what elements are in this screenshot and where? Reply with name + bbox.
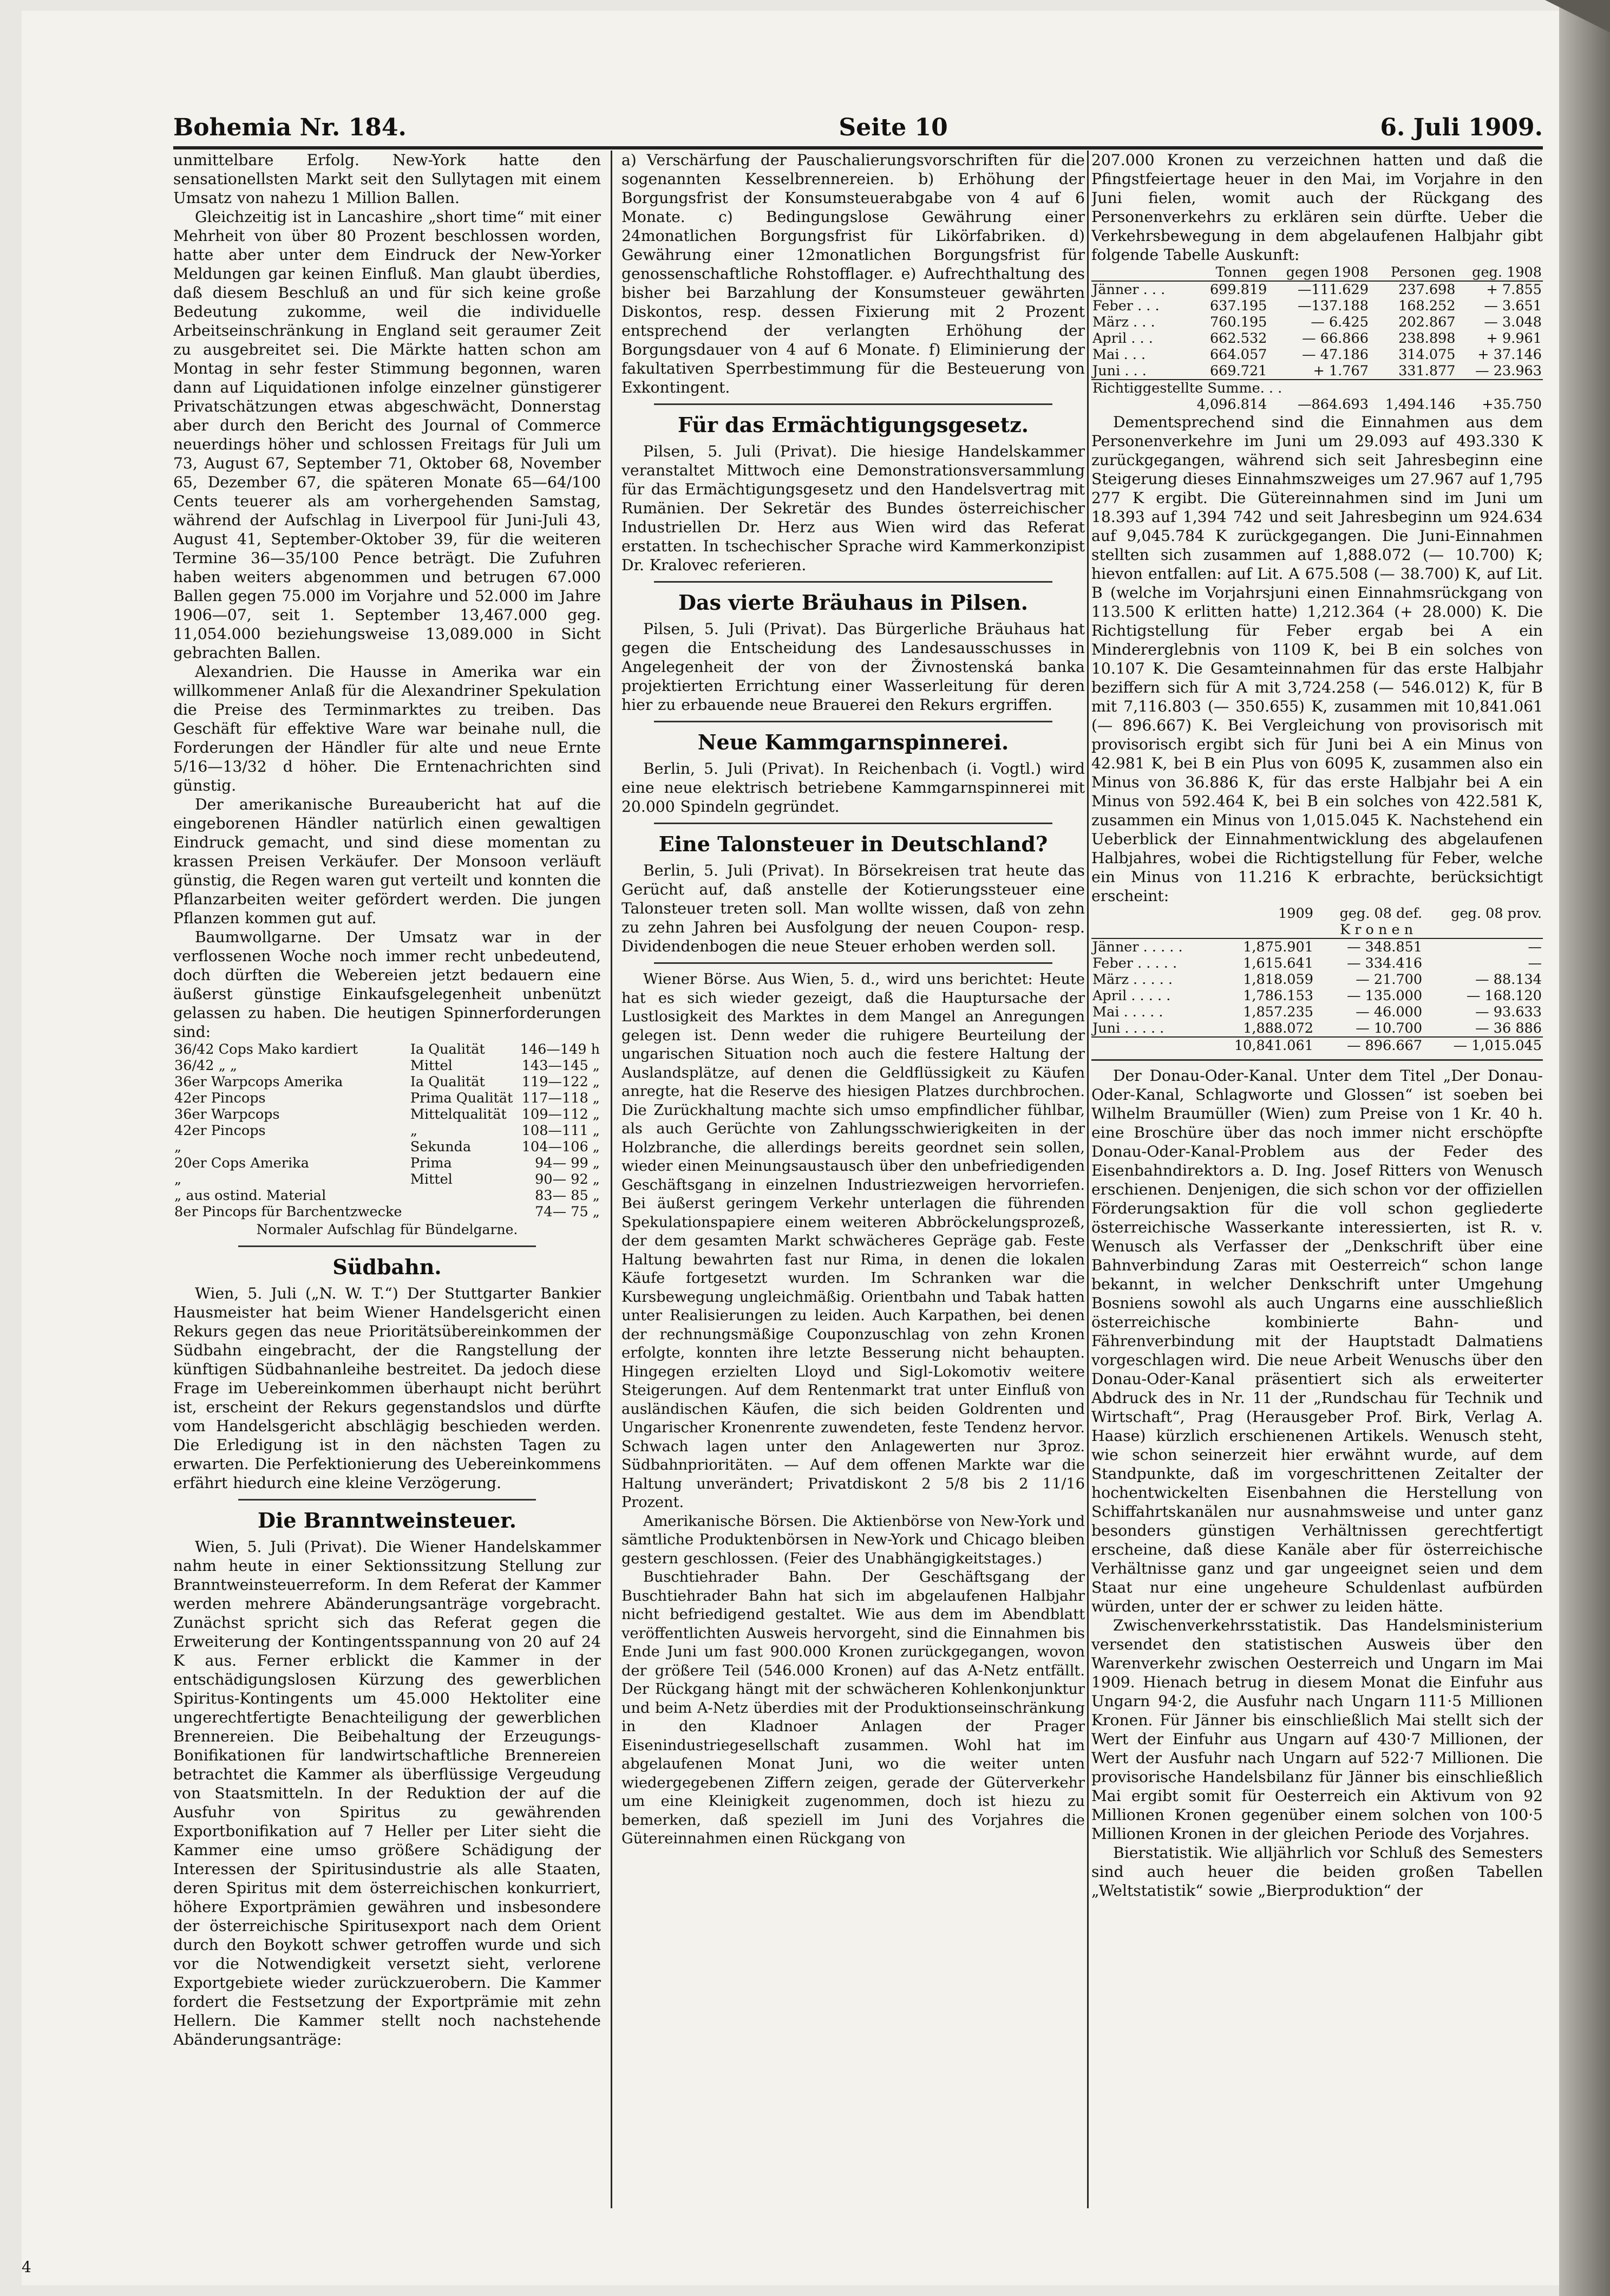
table-cell: Feber . . . . .: [1092, 955, 1177, 971]
table-cell: [1091, 1037, 1210, 1054]
table-cell: + 37.146: [1477, 347, 1542, 363]
table-cell: Jänner . . . . .: [1092, 939, 1183, 955]
table-row: [1091, 955, 1543, 971]
yarn-quality: [409, 1188, 517, 1204]
section-divider: [238, 1245, 536, 1247]
table-cell: — 3.048: [1484, 314, 1542, 330]
table-cell: Juni . . . . .: [1092, 1020, 1164, 1036]
table-cell: 314.075: [1398, 347, 1456, 363]
yarn-type: 42er Pincops: [174, 1090, 266, 1106]
article-paragraph: 207.000 Kronen zu verzeichnen hatten und daß die Pfingstfeiertage heuer in den Mai, im Vorjahre in den Juni fielen, womit auch der Rückgang des Personenverkehrs zu erklären sein dürfte. Ueber die Verkehrsbewegung in dem abgelaufenen Halbjahr gibt folgende Tabelle Auskunft:: [1091, 151, 1543, 264]
table-cell: — 23.963: [1475, 363, 1542, 379]
column-rule-2: [1087, 151, 1089, 2208]
yarn-type: 36/42 „ „: [174, 1058, 238, 1074]
table-sum-cell: — 896.667: [1314, 1037, 1423, 1054]
table-header: geg. 08 def.: [1339, 905, 1423, 922]
table-row: [173, 1090, 601, 1106]
table-cell: 238.898: [1398, 330, 1456, 347]
article-paragraph: unmittelbare Erfolg. New-York hatte den sensationellsten Markt seit den Sullytagen mit einem Umsatz von nahezu 1 Million Ballen.: [173, 151, 601, 207]
table-cell: — 47.186: [1302, 347, 1369, 363]
yarn-type: „ aus ostind. Material: [174, 1188, 326, 1204]
table-cell: + 7.855: [1486, 282, 1542, 298]
table-cell: — 66.866: [1302, 330, 1369, 347]
table-cell: 1,875.901: [1243, 939, 1313, 955]
table-row: [1091, 330, 1543, 347]
yarn-quality: Prima: [410, 1155, 452, 1171]
article-paragraph: Alexandrien. Die Hausse in Amerika war ein willkommener Anlaß für die Alexandriner Spekulation die Preise des Terminmarktes zu treiben. Das Geschäft für effektive Ware war beinahe null, die Forderungen der Händler für alte und neue Ernte 5/16—13/32 d höher. Die Erntenachrichten sind günstig.: [173, 663, 601, 794]
table-header: [1091, 905, 1210, 922]
yarn-type: 20er Cops Amerika: [174, 1155, 309, 1171]
yarn-quality: „: [410, 1123, 418, 1139]
table-row: [1091, 988, 1543, 1004]
yarn-quality: [409, 1204, 517, 1220]
yarn-price: 117—118 „: [521, 1090, 600, 1106]
article-paragraph: Berlin, 5. Juli (Privat). In Börsekreisen trat heute das Gerücht auf, daß anstelle der Kotierungssteuer eine Talonsteuer treten soll. Man wollte wissen, daß von zehn zu zehn Jahren bei Ausfolgung der neuen Coupon- resp. Dividendenbogen die neue Steuer erhoben werden soll.: [621, 862, 1085, 955]
table-cell: März . . .: [1092, 314, 1155, 330]
table-row: [1091, 1004, 1543, 1020]
table-row: [173, 1123, 601, 1139]
table-header: gegen 1908: [1286, 264, 1369, 281]
table-cell: — 334.416: [1347, 955, 1423, 971]
table-row: [1091, 281, 1543, 298]
table-header: geg. 1908: [1472, 264, 1542, 281]
table-cell: 699.819: [1209, 282, 1267, 298]
table-cell: 1,888.072: [1243, 1020, 1313, 1036]
table-cell: 1,818.059: [1243, 971, 1313, 988]
table-cell: — 93.633: [1475, 1004, 1542, 1020]
table-cell: — 348.851: [1347, 939, 1423, 955]
table-row: [173, 1139, 601, 1155]
section-divider: [238, 1499, 536, 1501]
column-2: [621, 151, 1085, 2219]
table-sum-cell: 10,841.061: [1210, 1037, 1314, 1054]
table-row: [173, 1058, 601, 1074]
table-row: [173, 1171, 601, 1188]
section-divider: [654, 403, 1052, 405]
table-row: [173, 1074, 601, 1090]
table-cell: Mai . . . . .: [1092, 1004, 1163, 1020]
yarn-quality: Mittelqualität: [410, 1106, 507, 1123]
table-header: Tonnen: [1215, 264, 1267, 281]
column-rule-1: [611, 151, 612, 2208]
table-cell: 760.195: [1209, 314, 1267, 330]
table-header: 1909: [1278, 905, 1313, 922]
table-sum-cell: 1,494.146: [1385, 396, 1456, 413]
article-paragraph: Amerikanische Börsen. Die Aktienbörse von New-York und sämtliche Produktenbörsen in New-York und Chicago bleiben gestern geschlossen. (Feier des Unabhängigkeitstages.): [621, 1512, 1085, 1567]
table-cell: Mai . . .: [1092, 347, 1146, 363]
yarn-price: 104—106 „: [521, 1139, 600, 1155]
article-paragraph: Gleichzeitig ist in Lancashire „short time“ mit einer Mehrheit von über 80 Prozent beschlossen worden, hatte aber unter dem Eindruck der New-Yorker Meldungen gar keinen Einfluß. Man glaubt überdies, daß diesem Beschluß an und für sich keine große Bedeutung zukomme, weil die individuelle Arbeitseinschränkung in England seit geraumer Zeit zu ausgebreitet sei. Die Märkte hatten schon am Montag in sehr fester Stimmung begonnen, waren dann auf Liquidationen infolge einzelner günstigerer Privatschätzungen etwas abgeschwächt, Donnerstag aber durch den Bericht des Journal of Commerce neuerdings höher und schlossen Freitags für Juli um 73, August 67, September 71, Oktober 68, November 65, Dezember 67, die späteren Monate 65—64/100 Cents teuerer als am vorhergehenden Samstag, während der Aufschlag in Liverpool für Juni-Juli 43, August 41, September-Oktober 39, für die weiteren Termine 36—35/100 Pence beträgt. Die Zufuhren haben weiters abgenommen und betrugen 67.000 Ballen gegen 75.000 im Vorjahre und 52.000 im Jahre 1906—07, seit 1. September 13,467.000 geg. 11,054.000 beziehungsweise 13,089.000 in Sicht gebrachten Ballen.: [173, 208, 601, 662]
yarn-quality: Mittel: [410, 1058, 453, 1074]
yarn-type: 36er Warpcops: [174, 1106, 280, 1123]
table-cell: 664.057: [1209, 347, 1267, 363]
yarn-price: 94— 99 „: [535, 1155, 600, 1171]
header-issue: Bohemia Nr. 184.: [173, 113, 407, 141]
table-cell: — 3.651: [1484, 298, 1542, 314]
table-row: [1091, 971, 1543, 988]
yarn-type: „: [174, 1171, 182, 1188]
yarn-price: 74— 75 „: [535, 1204, 600, 1220]
header-page-number: Seite 10: [839, 113, 948, 141]
table-row: [173, 1106, 601, 1123]
table-cell: + 1.767: [1313, 363, 1369, 379]
section-divider: [654, 581, 1052, 583]
article-paragraph: Buschtiehrader Bahn. Der Geschäftsgang der Buschtiehrader Bahn hat sich im abgelaufenen Halbjahr nicht befriedigend gestaltet. Wie aus dem im Abendblatt veröffentlichten Ausweis hervorgeht, sind die Einnahmen bis Ende Juni um fast 900.000 Kronen zurückgegangen, wovon der größere Teil (546.000 Kronen) auf das A-Netz entfällt. Der Rückgang hängt mit der schwächeren Kohlenkonjunktur und beim A-Netz überdies mit der Produktionseinschränkung in den Kladnoer Anlagen der Prager Eisenindustriegesellschaft zusammen. Wohl hat im abgelaufenen Monat Juni, wo die weiter unten wiedergegebenen Ziffern zeigen, gerade der Güterverkehr um eine Kleinigkeit zugenommen, doch ist hiezu zu bemerken, daß speziell im Juni des Vorjahres die Gütereinnahmen einen Rückgang von: [621, 1569, 1085, 1847]
section-divider: [654, 823, 1052, 824]
yarn-price: 90— 92 „: [535, 1171, 600, 1188]
yarn-price: 108—111 „: [521, 1123, 600, 1139]
article-paragraph: Baumwollgarne. Der Umsatz war in der verflossenen Woche noch immer recht unbedeutend, doch dürften die Webereien jetzt bedauern eine äußerst günstige Einkaufsgelegenheit unbenützt gelassen zu haben. Die heutigen Spinnerforderungen sind:: [173, 928, 601, 1041]
table-cell: — 135.000: [1347, 988, 1423, 1004]
article-paragraph: Wien, 5. Juli („N. W. T.“) Der Stuttgarter Bankier Hausmeister hat beim Wiener Handelsgericht einen Rekurs gegen das neue Prioritätsübereinkommen der Südbahn eingebracht, der die Rangstellung der künftigen Südbahnanleihe bestreitet. Da jedoch diese Frage im Uebereinkommen überhaupt nicht berührt ist, erscheint der Rekurs gegenstandslos und dürfte vom Handelsgericht abschlägig beschieden werden. Die Erledigung ist in den nächsten Tagen zu erwarten. Die Perfektionierung des Uebereinkommens erfährt hiedurch eine kleine Verzögerung.: [173, 1284, 601, 1492]
yarn-price: 109—112 „: [521, 1106, 600, 1123]
table-cell: Feber . . .: [1092, 298, 1160, 314]
table-cell: 1,857.235: [1243, 1004, 1313, 1020]
yarn-type: 42er Pincops: [174, 1123, 266, 1139]
table-sum-cell: — 1,015.045: [1423, 1037, 1543, 1054]
yarn-type: „: [174, 1139, 182, 1155]
header-date: 6. Juli 1909.: [1380, 113, 1543, 141]
table-cell: 1,786.153: [1243, 988, 1313, 1004]
table-row: [1091, 314, 1543, 330]
table-sum-cell: 4,096.814: [1196, 396, 1267, 413]
yarn-type: 36/42 Cops Mako kardiert: [174, 1041, 358, 1058]
table-row: [1091, 347, 1543, 363]
table-cell: 637.195: [1209, 298, 1267, 314]
table-cell: 1,615.641: [1243, 955, 1313, 971]
table-cell: April . . . . .: [1092, 988, 1171, 1004]
column-3: [1091, 151, 1543, 2219]
yarn-quality: Prima Qualität: [410, 1090, 513, 1106]
article-paragraph: Der amerikanische Bureaubericht hat auf die eingeborenen Händler natürlich einen gewaltigen Eindruck gemacht, und sind diese momentan zu krassen Preisen Verkäufer. Der Monsoon verläuft günstig, die Regen waren gut verteilt und konnten die Pflanzarbeiten weiter gefördert werden. Die jungen Pflanzen kommen gut auf.: [173, 795, 601, 927]
table-cell: 168.252: [1398, 298, 1456, 314]
yarn-price-table: [173, 1041, 601, 1220]
section-divider: [654, 721, 1052, 722]
yarn-type: 36er Warpcops Amerika: [174, 1074, 343, 1090]
article-paragraph: Zwischenverkehrsstatistik. Das Handelsministerium versendet den statistischen Ausweis über den Warenverkehr zwischen Oesterreich und Ungarn im Mai 1909. Hienach betrug in diesem Monat die Einfuhr aus Ungarn 94·2, die Ausfuhr nach Ungarn 111·5 Millionen Kronen. Für Jänner bis einschließlich Mai stellt sich der Wert der Einfuhr aus Ungarn auf 430·7 Millionen, der Wert der Ausfuhr nach Ungarn auf 522·7 Millionen. Die provisorische Handelsbilanz für Jänner bis einschließlich Mai ergibt somit für Oesterreich ein Aktivum von 92 Millionen Kronen gegenüber einem solchen von 100·5 Millionen Kronen in der gleichen Periode des Vorjahres.: [1091, 1616, 1543, 1843]
table-cell: 237.698: [1398, 282, 1456, 298]
yarn-note: Normaler Aufschlag für Bündelgarne.: [256, 1222, 518, 1237]
section-heading-kammgarn: Neue Kammgarnspinnerei.: [697, 730, 1009, 754]
table-cell: [1091, 396, 1181, 413]
yarn-price: 119—122 „: [521, 1074, 600, 1090]
page-edge: [1559, 0, 1610, 2296]
table-row: [173, 1155, 601, 1171]
section-heading-branntweinsteuer: Die Branntweinsteuer.: [257, 1508, 516, 1532]
table-cell: — 88.134: [1475, 971, 1542, 988]
table-cell: März . . . . .: [1092, 971, 1173, 988]
table-cell: 202.867: [1398, 314, 1456, 330]
table-cell: —: [1528, 955, 1542, 971]
table-cell: Juni . . .: [1092, 363, 1147, 379]
article-paragraph: Wiener Börse. Aus Wien, 5. d., wird uns berichtet: Heute hat es sich wieder gezeigt, daß die Hauptursache der Lustlosigkeit des Marktes in dem Mangel an Anregungen gelegen ist. Denn weder die ruhigere Beurteilung der ungarischen Situation noch auch die festere Haltung der Auslandsplätze, auf denen die Geldflüssigkeit zu Käufen anregte, hat die Reserve des hiesigen Platzes durchbrochen. Die Zurückhaltung machte sich umso empfindlicher fühlbar, als auch Gerüchte von Zahlungsschwierigkeiten in der Holzbranche, die allerdings bereits geordnet sein sollen, wieder einen Meinungsaustausch über den unbefriedigenden Geschäftsgang in einzelnen Industriezweigen hervorriefen. Bei äußerst geringem Verkehr unterlagen die führenden Spekulationspapiere einem weiteren Abbröckelungsprozeß, der dem gesamten Markt schwächeres Gepräge gab. Feste Haltung bewahrten fast nur Rima, in denen die lokalen Käufe fortgesetzt wurden. Im Schranken war die Kursbewegung ungleichmäßig. Orientbahn und Tabak hatten unter Realisierungen zu leiden. Auch Karpathen, bei denen der rechnungsmäßige Couponzuschlag von zehn Kronen erfolgte, konnten ihre letzte Besserung nicht behaupten. Hingegen erzielten Lloyd und Sigl-Lokomotiv weitere Steigerungen. Auf dem Rentenmarkt trat unter Einfluß von ausländischen Käufen, die sich beiden Goldrenten und Ungarischer Kronenrente zuwendeten, feste Tendenz hervor. Schwach lagen unter den Anlagewerten nur 3proz. Südbahnprioritäten. — Auf dem offenen Markte war die Haltung unverändert; Privatdiskont 2 5/8 bis 2 11/16 Prozent.: [621, 971, 1085, 1511]
table-row: [173, 1204, 601, 1220]
article-paragraph: a) Verschärfung der Pauschalierungsvorschriften für die sogenannten Kesselbrennereien. b) Erhöhung der Borgungsfrist der Konsumsteuerabgabe von 4 auf 6 Monate. c) Bedingungslose Gewährung einer 24monatlichen Borgungsfrist für Likörfabriken. d) Gewährung einer 12monatlichen Borgungsfrist für genossenschaftliche Rohstofflager. e) Aufrechthaltung des bisher bei Barzahlung der Konsumsteuer gewährten Diskontos, resp. dessen Fixierung mit 2 Prozent entsprechend der verlangten Erhöhung der Borgungsdauer von 4 auf 6 Monate. f) Eliminierung der fakultativen Sperrbestimmung für die Besteuerung von Exkontingent.: [621, 151, 1085, 396]
yarn-price: 143—145 „: [521, 1058, 600, 1074]
table-cell: 331.877: [1398, 363, 1456, 379]
yarn-quality: Ia Qualität: [410, 1074, 485, 1090]
article-paragraph: Pilsen, 5. Juli (Privat). Das Bürgerliche Bräuhaus hat gegen die Entscheidung des Landesausschusses in Angelegenheit der von der Živnostenská banka projektierten Errichtung einer Wasserleitung für deren hier zu erbauende neue Brauerei den Rekurs ergriffen.: [621, 620, 1085, 714]
article-paragraph: Pilsen, 5. Juli (Privat). Die hiesige Handelskammer veranstaltet Mittwoch eine Demonstrationsversammlung für das Ermächtigungsgesetz und den Handelsvertrag mit Rumänien. Der Sekretär des Bundes österreichischer Industriellen Dr. Herz aus Wien wird das Referat erstatten. In tschechischer Sprache wird Kammerkonzipist Dr. Kralovec referieren.: [621, 442, 1085, 574]
page-corner-mark: 4: [22, 2258, 31, 2276]
section-divider: [1091, 1059, 1543, 1061]
article-paragraph: Wien, 5. Juli (Privat). Die Wiener Handelskammer nahm heute in einer Sektionssitzung Stellung zur Branntweinsteuerreform. In dem Referat der Kammer werden mehrere Abänderungsanträge vorgebracht. Zunächst spricht sich das Referat gegen die Erweiterung der Kontingentsspannung von 20 auf 24 K aus. Ferner erblickt die Kammer in der entschädigungslosen Kürzung des gewerblichen Spiritus-Kontingents um 45.000 Hektoliter eine ungerechtfertigte Benachteiligung der gewerblichen Brennereien. Die Beibehaltung der Erzeugungs-Bonifikationen für landwirtschaftliche Brennereien betrachtet die Kammer als überflüssige Vergeudung von Staatsmitteln. In der Reduktion der auf die Ausfuhr von Spiritus zu gewährenden Exportbonifikation auf 7 Heller per Liter sieht die Kammer eine umso größere Schädigung der Interessen der Spiritusindustrie als alle Staaten, deren Spiritus mit dem österreichischen konkurriert, höhere Exportprämien gewähren und insbesondere der österreichische Spiritusexport nach dem Orient durch den Boykott schwer getroffen wurde und sich vor die Notwendigkeit versetzt sieht, verlorene Exportgebiete wieder zurückzuerobern. Die Kammer fordert die Festsetzung der Exportprämie mit zehn Hellern. Die Kammer stellt noch nachstehende Abänderungsanträge:: [173, 1538, 601, 2049]
table-row: [1091, 1020, 1543, 1037]
yarn-price: 146—149 h: [520, 1041, 600, 1058]
table-cell: — 10.700: [1356, 1020, 1423, 1036]
table-sum-cell: +35.750: [1482, 396, 1542, 413]
table-cell: + 9.961: [1486, 330, 1542, 347]
table-cell: — 46.000: [1356, 1004, 1423, 1020]
yarn-type: 8er Pincops für Barchentzwecke: [174, 1204, 402, 1220]
article-paragraph: Dementsprechend sind die Einnahmen aus dem Personenverkehre im Juni um 29.093 auf 493.330 K zurückgegangen, während sich seit Jahresbeginn eine Steigerung dieses Einnahmszweiges um 27.967 auf 1,795 277 K ergibt. Die Gütereinnahmen sind im Juni um 18.393 auf 1,394 742 und seit Jahresbeginn um 924.634 auf 9,045.784 K zurückgegangen. Die Juni-Einnahmen stellten sich zusammen auf 1,888.072 (— 10.700) K; hievon entfallen: auf Lit. A 675.508 (— 38.700) K, auf Lit. B (welche im Vorjahrsjuni einen Einnahmsrückgang von 113.500 K erlitten hatte) 1,212.364 (+ 28.000) K. Die Richtigstellung für Feber ergab bei A ein Mindererglebnis von 1109 K, bei B ein solches von 10.107 K. Die Gesamteinnahmen für das erste Halbjahr beziffern sich für A mit 3,724.258 (— 546.012) K, für B mit 7,116.803 (— 350.655) K, zusammen mit 10,841.061 (— 896.667) K. Bei Vergleichung von provisorisch mit provisorisch ergibt sich für Juni bei A ein Minus von 42.981 K, bei B ein Plus von 6095 K, zusammen also ein Minus von 36.886 K, für das erste Halbjahr bei A ein Minus von 592.464 K, bei B ein solches von 422.581 K, zusammen ein Minus von 1,015.045 K. Nachstehend ein Ueberblick der Einnahmentwicklung des abgelaufenen Halbjahres, wobei die Richtigstellung für Feber, welche ein Minus von 11.216 K erbrachte, berücksichtigt erscheint:: [1091, 413, 1543, 905]
table-row: [1091, 363, 1543, 380]
table-row: [173, 1041, 601, 1058]
traffic-table: [1091, 264, 1543, 413]
table-cell: — 168.120: [1466, 988, 1542, 1004]
table-cell: 662.532: [1209, 330, 1267, 347]
page-header: [173, 108, 1543, 149]
table-cell: April . . .: [1092, 330, 1153, 347]
table-cell: —111.629: [1298, 282, 1369, 298]
table-cell: —137.188: [1298, 298, 1369, 314]
section-divider: [654, 962, 1052, 964]
table-sum-cell: —864.693: [1298, 396, 1369, 413]
revenue-unit: K r o n e n: [1340, 922, 1413, 938]
table-row: [173, 1188, 601, 1204]
table-row: [1091, 298, 1543, 314]
table-header: geg. 08 prov.: [1451, 905, 1542, 922]
yarn-quality: Sekunda: [410, 1139, 472, 1155]
article-paragraph: Bierstatistik. Wie alljährlich vor Schluß des Semesters sind auch heuer die beiden großen Tabellen „Weltstatistik“ sowie „Bierproduktion“ der: [1091, 1844, 1543, 1900]
article-paragraph: Berlin, 5. Juli (Privat). In Reichenbach (i. Vogtl.) wird eine neue elektrisch betriebene Kammgarnspinnerei mit 20.000 Spindeln gegründet.: [621, 760, 1085, 816]
section-heading-suedbahn: Südbahn.: [332, 1255, 442, 1279]
section-heading-talonsteuer: Eine Talonsteuer in Deutschland?: [658, 832, 1048, 856]
section-heading-ermaechtigung: Für das Ermächtigungsgesetz.: [677, 413, 1029, 437]
revenue-table: [1091, 905, 1543, 1054]
section-heading-braeuhaus: Das vierte Bräuhaus in Pilsen.: [678, 590, 1028, 615]
yarn-quality: Ia Qualität: [410, 1041, 485, 1058]
traffic-sum-label: Richtiggestellte Summe. . .: [1091, 380, 1543, 396]
yarn-quality: Mittel: [410, 1171, 453, 1188]
article-paragraph: Der Donau-Oder-Kanal. Unter dem Titel „Der Donau-Oder-Kanal, Schlagworte und Glossen“ ist soeben bei Wilhelm Braumüller (Wien) zum Preise von 1 Kr. 40 h. eine Broschüre über das noch immer nicht erschöpfte Donau-Oder-Kanal-Problem aus der Feder des Eisenbahndirektors a. D. Ing. Josef Ritters von Wenusch erschienen. Denjenigen, die sich schon vor der offiziellen Förderungsaktion für die voll schon gegliederte österreichische Wasserkante interessierten, ist R. v. Wenusch als Verfasser der „Denkschrift über eine Bahnverbindung Zaras mit Oesterreich“ schon lange bekannt, in welcher Denkschrift unter Umgehung Bosniens sowohl als auch Ungarns eine ausschließlich österreichische kombinierte Bahn- und Fährenverbindung mit der Hauptstadt Dalmatiens vorgeschlagen wird. Die neue Arbeit Wenuschs über den Donau-Oder-Kanal präsentiert sich als erweiterter Abdruck des in Nr. 11 der „Rundschau für Technik und Wirtschaft“, Prag (Herausgeber Prof. Birk, Verlag A. Haase) kürzlich erschienenen Artikels. Wenusch steht, wie schon seinerzeit hier erwähnt wurde, auf dem Standpunkte, daß im vorgeschrittenen Zeitalter der hochentwickelten Eisenbahnen die Herstellung von Schiffahrtskanälen nur ausnahmsweise und unter ganz besonders günstigen Verhältnissen gerechtfertigt erscheine, daß diese Kanäle aber für österreichische Verhältnisse ganz und gar ungeeignet seien und dem Staat nur eine ungeheure Schuldenlast aufbürden würden, unter der er schwer zu leiden hätte.: [1091, 1067, 1543, 1615]
table-cell: —: [1528, 939, 1542, 955]
table-header: [1091, 264, 1181, 281]
table-cell: Jänner . . .: [1092, 282, 1166, 298]
column-1: [173, 151, 601, 2219]
table-header: Personen: [1390, 264, 1456, 281]
folded-corner: [1545, 0, 1610, 32]
table-cell: 669.721: [1209, 363, 1267, 379]
table-cell: — 36 886: [1475, 1020, 1542, 1036]
table-cell: — 6.425: [1311, 314, 1369, 330]
table-cell: — 21.700: [1356, 971, 1423, 988]
yarn-price: 83— 85 „: [535, 1188, 600, 1204]
table-row: [1091, 938, 1543, 955]
